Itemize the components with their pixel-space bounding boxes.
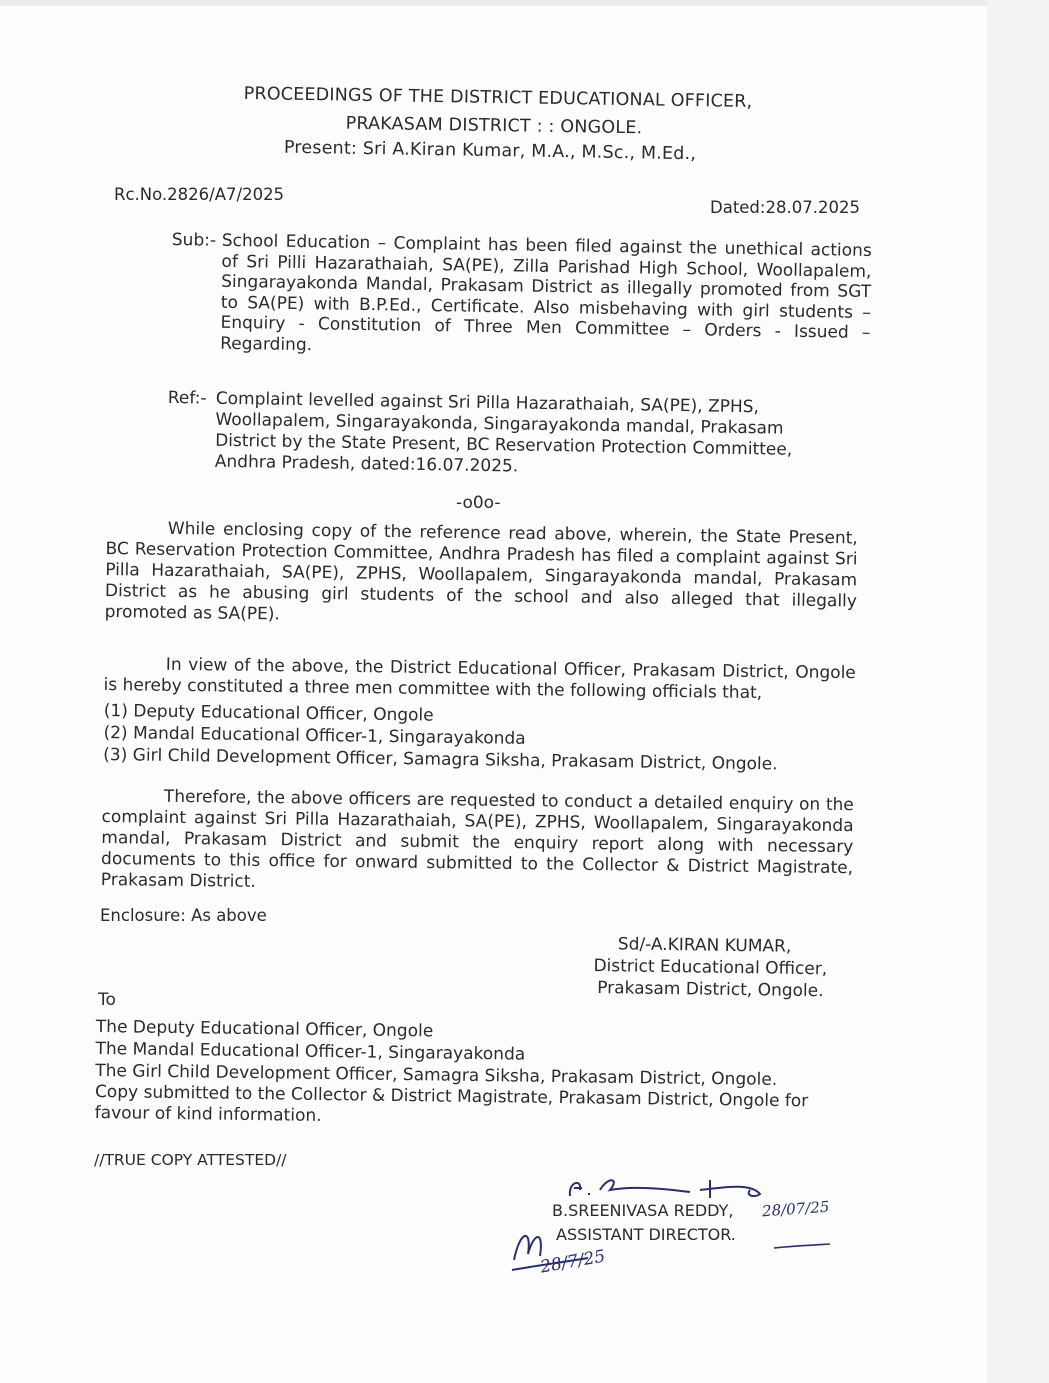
reference-number: Rc.No.2826/A7/2025 [114,185,285,204]
reference-text: Complaint levelled against Sri Pilla Hazarathaiah, SA(PE), ZPHS, Woollapalem, Singarayakonda, Singarayakonda mandal, Prakasam District by the State Present, BC Reservation Protection Committee, Andhra Pradesh, dated:16.07.2025. [214,388,793,477]
committee-list [103,700,824,776]
committee-member-1: (1) Deputy Educational Officer, Ongole [103,700,434,726]
scan-right-margin [987,0,1049,1383]
paragraph-2: In view of the above, the District Educational Officer, Prakasam District, Ongole is hereby constituted a three men committee with the following officials that, [103,654,856,704]
signature-underline [772,1236,832,1246]
recipient-1: The Deputy Educational Officer, Ongole [95,1016,434,1042]
paragraph-3: Therefore, the above officers are requested to conduct a detailed enquiry on the complaint against Sri Pilla Hazarathaiah, SA(PE), ZPHS, Woollapalem, Singarayakonda mandal, Prakasam District and submit the enquiry report along with necessary documents to this office for onward submitted to the Collector & District Magistrate, Prakasam District. [100,786,854,892]
subject-label: Sub:- [171,230,217,251]
signatory-office: Prakasam District, Ongole. [597,978,824,1002]
attesting-officer-designation: ASSISTANT DIRECTOR. [556,1225,736,1244]
true-copy-attested: //TRUE COPY ATTESTED// [94,1151,287,1169]
recipient-3: The Girl Child Development Officer, Samagra Siksha, Prakasam District, Ongole. [95,1060,778,1090]
copy-note: Copy submitted to the Collector & District Magistrate, Prakasam District, Ongole for favour of kind information. [94,1081,809,1126]
to-label: To [98,990,116,1010]
document-date: Dated:28.07.2025 [710,198,860,217]
recipients-list [95,1016,856,1134]
header-line-1: PROCEEDINGS OF THE DISTRICT EDUCATIONAL OFFICER, [243,84,753,112]
reference-label: Ref:- [167,388,207,409]
signatory-name: Sd/-A.KIRAN KUMAR, [617,934,792,957]
subject-block [170,230,872,364]
scan-top-edge [0,0,1049,6]
attesting-officer-name: B.SREENIVASA REDDY, [552,1201,734,1220]
header-line-3: Present: Sri A.Kiran Kumar, M.A., M.Sc., M.Ed., [283,137,697,165]
enclosure: Enclosure: As above [100,906,267,925]
initials-date: 28/7/25 [538,1246,607,1278]
attesting-signature [560,1168,790,1204]
signatory-designation: District Educational Officer, [593,955,828,980]
recipient-2: The Mandal Educational Officer-1, Singarayakonda [95,1038,526,1065]
handwritten-date: 28/07/25 [761,1197,830,1221]
reference-block [167,388,828,482]
committee-member-3: (3) Girl Child Development Officer, Samagra Siksha, Prakasam District, Ongole. [103,744,778,775]
committee-member-2: (2) Mandal Educational Officer-1, Singarayakonda [103,722,526,749]
paragraph-1: While enclosing copy of the reference read above, wherein, the State Present, BC Reservation Protection Committee, Andhra Pradesh has filed a complaint against Sri Pilla Hazarathaiah, SA(PE), ZPHS, Woollapalem, Singarayakonda mandal, Prakasam District as he abusing girl students of the school and also alleged that illegally promoted as SA(PE). [104,518,858,625]
subject-text: School Education – Complaint has been filed against the unethical actions of Sri Pilli Hazarathaiah, SA(PE), Zilla Parishad High School, Woollapalem, Singarayakonda Mandal, Prakasam District as illegally promoted from SGT to SA(PE) with B.P.Ed., Certificate. Also misbehaving with girl students – Enquiry - Constitution of Three Men Committee – Orders - Issued – Regarding. [220,230,872,355]
separator: -o0o- [456,493,501,513]
header-line-2: PRAKASAM DISTRICT : : ONGOLE. [345,113,643,139]
signatory-block [593,933,854,1003]
